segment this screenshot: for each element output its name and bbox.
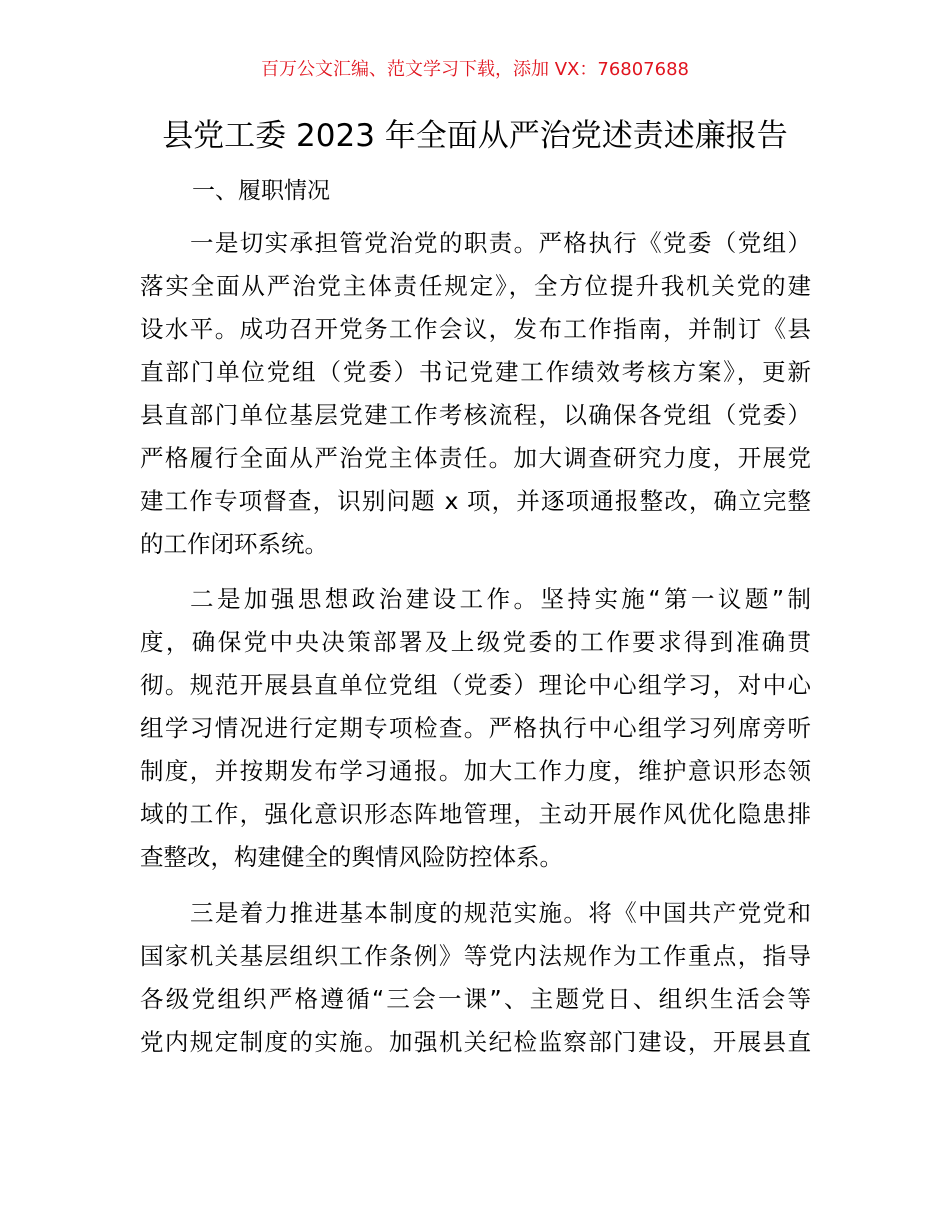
paragraph-line: 制度，并按期发布学习通报。加大工作力度，维护意识形态领 <box>140 757 811 785</box>
paragraph-line: 域的工作，强化意识形态阵地管理，主动开展作风优化隐患排 <box>140 800 811 828</box>
paragraph-line: 彻。规范开展县直单位党组（党委）理论中心组学习，对中心 <box>140 671 811 699</box>
watermark-header: 百万公文汇编、范文学习下载，添加 VX：76807688 <box>261 59 689 80</box>
paragraph-line: 建工作专项督查，识别问题 x 项，并逐项通报整改，确立完整 <box>140 487 811 515</box>
section-heading: 一、履职情况 <box>192 178 330 204</box>
paragraph-line: 二是加强思想政治建设工作。坚持实施“第一议题”制 <box>190 585 811 613</box>
paragraph-line: 各级党组织严格遵循“三会一课”、主题党日、组织生活会等 <box>140 985 811 1013</box>
paragraph-line: 县直部门单位基层党建工作考核流程，以确保各党组（党委） <box>140 401 811 429</box>
paragraph-line: 设水平。成功召开党务工作会议，发布工作指南，并制订《县 <box>140 315 811 343</box>
paragraph-line: 直部门单位党组（党委）书记党建工作绩效考核方案》，更新 <box>140 358 811 386</box>
paragraph-line: 落实全面从严治党主体责任规定》，全方位提升我机关党的建 <box>140 272 811 300</box>
paragraph-line: 的工作闭环系统。 <box>140 530 328 558</box>
paragraph-line: 严格履行全面从严治党主体责任。加大调查研究力度，开展党 <box>140 444 811 472</box>
paragraph-line: 国家机关基层组织工作条例》等党内法规作为工作重点，指导 <box>140 942 811 970</box>
paragraph-line: 一是切实承担管党治党的职责。严格执行《党委（党组） <box>190 229 811 257</box>
paragraph-line: 党内规定制度的实施。加强机关纪检监察部门建设，开展县直 <box>140 1028 811 1056</box>
paragraph-line: 三是着力推进基本制度的规范实施。将《中国共产党党和 <box>190 899 811 927</box>
document-title: 县党工委 2023 年全面从严治党述责述廉报告 <box>162 118 788 154</box>
paragraph-line: 查整改，构建健全的舆情风险防控体系。 <box>140 843 563 871</box>
paragraph-line: 组学习情况进行定期专项检查。严格执行中心组学习列席旁听 <box>140 714 811 742</box>
paragraph-line: 度，确保党中央决策部署及上级党委的工作要求得到准确贯 <box>140 628 811 656</box>
